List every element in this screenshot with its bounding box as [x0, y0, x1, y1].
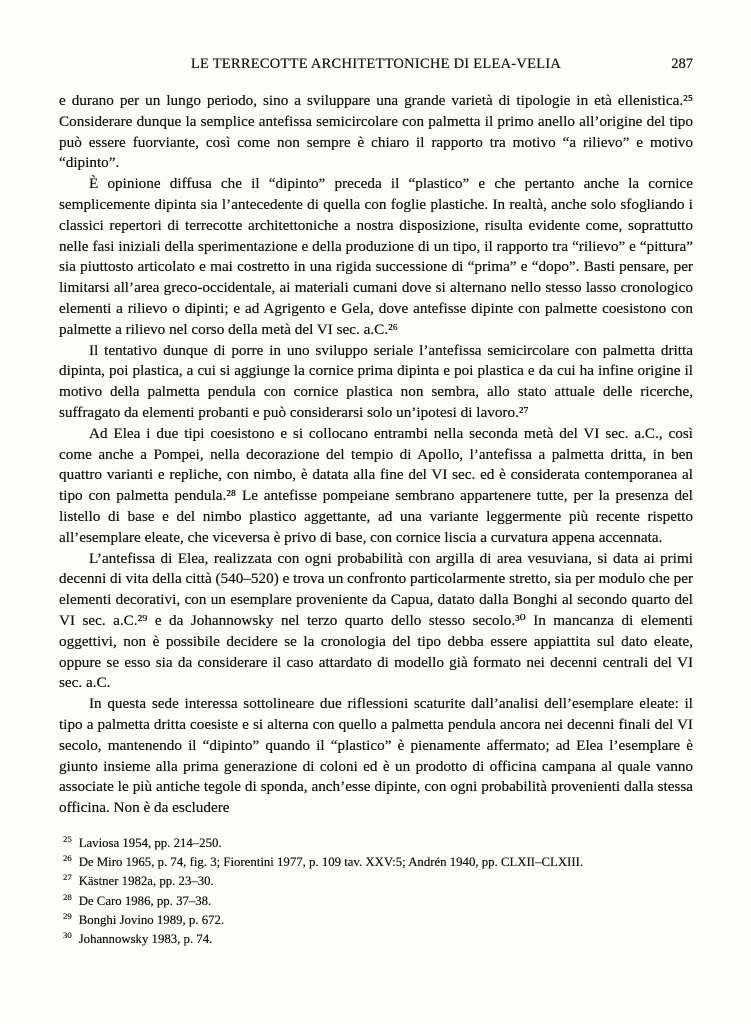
body-text	[59, 91, 693, 819]
footnote	[63, 892, 693, 911]
footnote-marker: 27	[63, 872, 72, 883]
footnote	[63, 853, 693, 872]
footnote-text: De Caro 1986, pp. 37–38.	[78, 893, 212, 908]
body-paragraph: Ad Elea i due tipi coesistono e si collocano entrambi nella seconda metà del VI sec. a.C., così come anche a Pompei, nella decorazione del tempio di Apollo, l’antefissa a palmetta dritta, in ben quattro varianti e repliche, con nimbo, è datata alla fine del VI sec. ed è considerata contemporanea al tipo con palmetta pendula.²⁸ Le antefisse pompeiane sembrano appartenere tutte, per la presenza del listello di base e del nimbo plastico aggettante, ad una variante leggermente più recente rispetto all’esemplare eleate, che viceversa è privo di base, con cornice liscia a curvatura appena accennata.	[59, 424, 693, 546]
body-paragraph: In questa sede interessa sottolineare due riflessioni scaturite dall’analisi dell’esemplare eleate: il tipo a palmetta dritta coesiste e si alterna con quello a palmetta pendula ancora nei decenni finali del VI secolo, mantenendo il “dipinto” quando il “plastico” è pienamente affermato; ad Elea l’esemplare è giunto insieme alla prima generazione di coloni ed è un prodotto di officina campana al quale vanno associate le più antiche tegole di sponda, anch’esse dipinte, con ogni probabilità provenienti dalla stessa officina. Non è da escludere	[59, 695, 693, 817]
footnote-marker: 25	[63, 833, 72, 844]
footnote	[63, 872, 693, 891]
footnote-marker: 28	[63, 891, 72, 902]
footnote	[63, 911, 693, 930]
footnote-marker: 30	[63, 930, 72, 941]
page-number: 287	[671, 56, 693, 72]
body-paragraph: e durano per un lungo periodo, sino a sviluppare una grande varietà di tipologie in età ellenistica.²⁵ Considerare dunque la semplice antefissa semicircolare con palmetta il primo anello all’origine del tipo può essere fuorviante, così come non sempre è chiaro il rapporto tra motivo “a rilievo” e motivo “dipinto”.	[59, 92, 693, 172]
footnote-text: Johannowsky 1983, p. 74.	[78, 932, 213, 947]
body-paragraph: È opinione diffusa che il “dipinto” preceda il “plastico” e che pertanto anche la cornice semplicemente dipinta sia l’antecedente di quella con foglie plastiche. In realtà, anche solo sfogliando i classici repertori di terrecotte architettoniche a nostra disposizione, risulta evidente come, soprattutto nelle fasi iniziali della sperimentazione e della produzione di un tipo, il rapporto tra “rilievo” e “pittura” sia piuttosto articolato e mai costretto in una rigida successione di “prima” e “dopo”. Basti pensare, per limitarsi all’area greco-occidentale, ai materiali cumani dove si alternano nello stesso lasso cronologico elementi a rilievo o dipinti; e ad Agrigento e Gela, dove antefisse dipinte con palmette coesistono con palmette a rilievo nel corso della metà del VI sec. a.C.²⁶	[59, 175, 693, 338]
footnote-marker: 26	[63, 852, 72, 863]
body-paragraph: Il tentativo dunque di porre in uno sviluppo seriale l’antefissa semicircolare con palmetta dritta dipinta, poi plastica, a cui si aggiunge la cornice prima dipinta e poi plastica e da cui ha infine origine il motivo della palmetta pendula con cornice plastica non sembra, allo stato attuale delle ricerche, suffragato da elementi probanti e può considerarsi solo un’ipotesi di lavoro.²⁷	[59, 341, 693, 421]
page-header	[59, 54, 693, 74]
footnote-text: Bonghi Jovino 1989, p. 672.	[78, 913, 225, 928]
footnote	[63, 834, 693, 853]
footnote	[63, 930, 693, 949]
page-content	[59, 54, 693, 950]
footnote-text: Kästner 1982a, pp. 23–30.	[78, 874, 214, 889]
footnote-text: De Miro 1965, p. 74, fig. 3; Fiorentini 1977, p. 109 tav. XXV:5; Andrén 1940, pp. CLXII–CLXIII.	[78, 855, 584, 870]
footnote-marker: 29	[63, 910, 72, 921]
footnote-text: Laviosa 1954, pp. 214–250.	[78, 835, 222, 850]
running-head-title: LE TERRECOTTE ARCHITETTONICHE DI ELEA-VELIA	[190, 56, 562, 72]
body-paragraph: L’antefissa di Elea, realizzata con ogni probabilità con argilla di area vesuviana, si data ai primi decenni di vita della città (540–520) e trova un confronto particolarmente stretto, sia per modulo che per elementi decorativi, con un esemplare proveniente da Capua, datato dalla Bonghi al secondo quarto del VI sec. a.C.²⁹ e da Johannowsky nel terzo quarto dello stesso secolo.³⁰ In mancanza di elementi oggettivi, non è possibile decidere se la cronologia del tipo debba essere appiattita sul dato eleate, oppure se esso sia da considerare il caso attardato di modello già formato nei decenni centrali del VI sec. a.C.	[59, 549, 693, 692]
footnotes-block	[59, 834, 693, 950]
